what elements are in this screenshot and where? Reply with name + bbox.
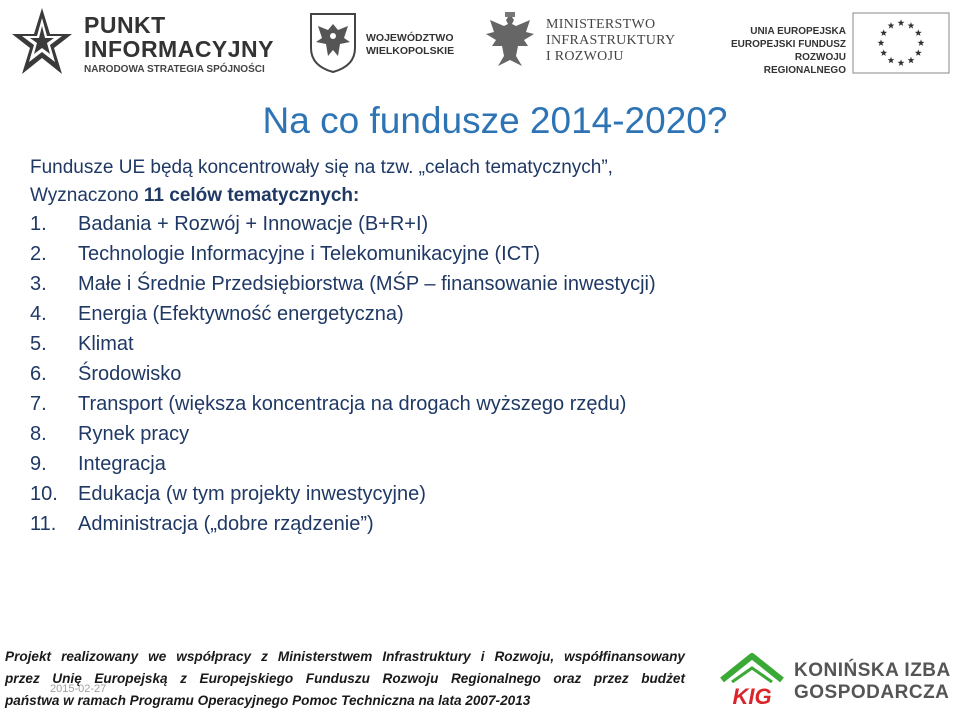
- wojewodztwo-line2: WIELKOPOLSKIE: [366, 45, 455, 57]
- ue-line2: EUROPEJSKI FUNDUSZ: [730, 39, 846, 50]
- ministerstwo-line1: MINISTERSTWO: [546, 17, 656, 32]
- thematic-goals-list: [30, 209, 656, 539]
- goal-number: 10.: [30, 483, 58, 505]
- punkt-line1: PUNKT: [84, 12, 166, 38]
- footer-line2: przez Unię Europejską z Europejskiego Funduszu Rozwoju Regionalnego oraz przez budżet: [5, 671, 685, 686]
- slide-intro: [30, 154, 613, 210]
- goal-text: Rynek pracy: [78, 423, 190, 445]
- punkt-line3: NARODOWA STRATEGIA SPÓJNOŚCI: [84, 64, 265, 75]
- kig-logo: [716, 652, 960, 714]
- intro-line2-bold: 11 celów tematycznych:: [143, 185, 360, 206]
- kig-mark-icon: [716, 652, 788, 712]
- goal-item: [30, 359, 656, 389]
- goal-number: 5.: [30, 333, 47, 355]
- goal-item: [30, 479, 656, 509]
- goal-item: [30, 329, 656, 359]
- goal-text: Badania + Rozwój + Innowacje (B+R+I): [78, 213, 429, 235]
- goal-text: Integracja: [78, 453, 166, 475]
- wojewodztwo-logo: [308, 12, 468, 74]
- punkt-informacyjny-logo: [12, 4, 282, 84]
- goal-text: Małe i Średnie Przedsiębiorstwa (MŚP – finansowanie inwestycji): [78, 273, 656, 295]
- ministerstwo-line3: I ROZWOJU: [546, 49, 624, 64]
- goal-number: 1.: [30, 213, 47, 235]
- kig-line2: GOSPODARCZA: [794, 682, 950, 703]
- goal-number: 7.: [30, 393, 47, 415]
- goal-item: [30, 269, 656, 299]
- intro-line2: [30, 182, 613, 210]
- eu-flag-icon: [852, 12, 950, 74]
- goal-text: Energia (Efektywność energetyczna): [78, 303, 404, 325]
- footer-line1: Projekt realizowany we współpracy z Ministerstwem Infrastruktury i Rozwoju, współfinansowany: [5, 649, 685, 664]
- intro-line1: Fundusze UE będą koncentrowały się na tzw. „celach tematycznych”,: [30, 157, 613, 178]
- eagle-shield-icon: [308, 12, 358, 74]
- goal-text: Klimat: [78, 333, 134, 355]
- unia-europejska-logo: [700, 10, 958, 76]
- goal-text: Transport (większa koncentracja na drogach wyższego rzędu): [78, 393, 627, 415]
- ministerstwo-line2: INFRASTRUKTURY: [546, 33, 676, 48]
- goal-text: Edukacja (w tym projekty inwestycyjne): [78, 483, 426, 505]
- ue-line3: ROZWOJU REGIONALNEGO: [763, 52, 846, 76]
- kig-mark-text: KIG: [732, 684, 772, 709]
- goal-number: 11.: [30, 513, 57, 535]
- goal-number: 2.: [30, 243, 47, 265]
- goal-item: [30, 419, 656, 449]
- ministerstwo-logo: [482, 10, 692, 76]
- goal-number: 6.: [30, 363, 47, 385]
- punkt-line2: INFORMACYJNY: [84, 36, 275, 62]
- goal-number: 4.: [30, 303, 47, 325]
- goal-item: [30, 389, 656, 419]
- kig-line1: KONIŃSKA IZBA: [794, 660, 951, 681]
- goal-text: Technologie Informacyjne i Telekomunikacyjne (ICT): [78, 243, 541, 265]
- goal-item: [30, 449, 656, 479]
- goal-item: [30, 209, 656, 239]
- punkt-star-icon: [12, 4, 74, 84]
- goal-number: 9.: [30, 453, 47, 475]
- header-logos: [0, 0, 960, 92]
- goal-item: [30, 509, 656, 539]
- slide-title: Na co fundusze 2014-2020?: [262, 100, 728, 141]
- ue-line1: UNIA EUROPEJSKA: [750, 26, 846, 37]
- wojewodztwo-line1: WOJEWÓDZTWO: [366, 32, 454, 44]
- goal-item: [30, 239, 656, 269]
- goal-text: Administracja („dobre rządzenie”): [78, 513, 374, 535]
- polish-eagle-icon: [482, 10, 538, 72]
- intro-line2-prefix: Wyznaczono: [30, 185, 144, 206]
- goal-number: 8.: [30, 423, 47, 445]
- footer-line3: państwa w ramach Programu Operacyjnego Pomoc Techniczna na lata 2007-2013: [5, 693, 531, 708]
- goal-number: 3.: [30, 273, 47, 295]
- goal-text: Środowisko: [78, 363, 182, 385]
- footer-project-note: [5, 646, 685, 712]
- goal-item: [30, 299, 656, 329]
- slide-date: 2015-02-27: [50, 683, 107, 695]
